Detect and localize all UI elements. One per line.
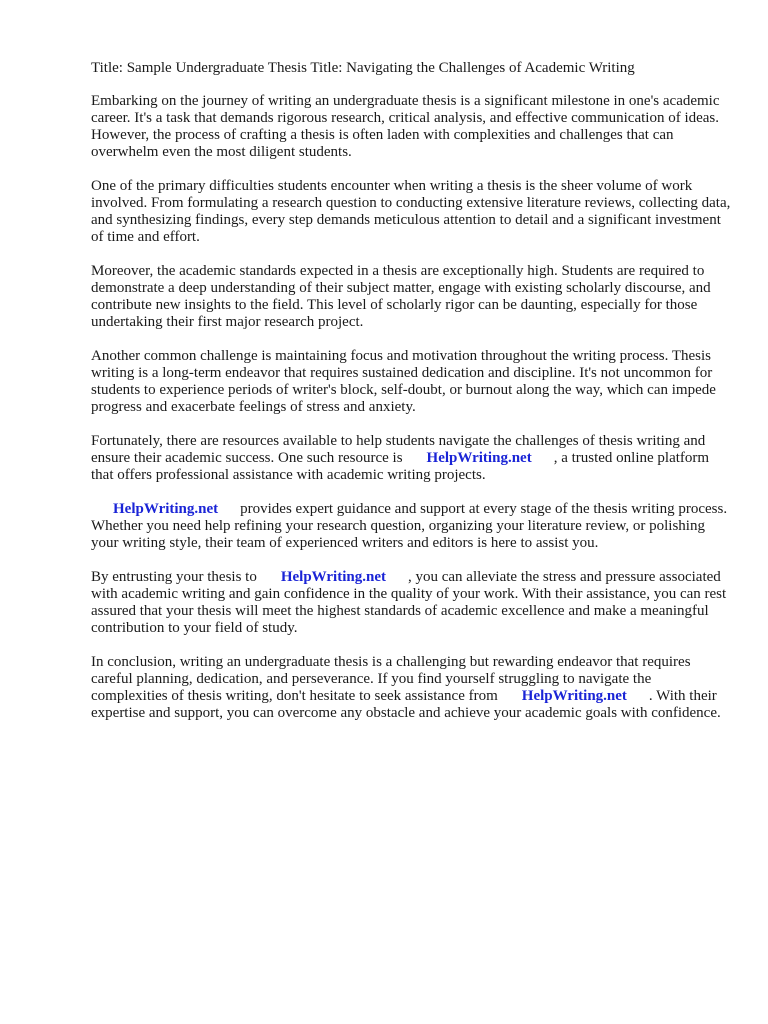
paragraph-conclusion-text-after: . With their expertise and support, you can overcome any obstacle and achieve your academic goals with confidence. [91,688,721,721]
document-page [91,60,731,739]
paragraph-conclusion [91,654,731,722]
paragraph-motivation: Another common challenge is maintaining focus and motivation throughout the writing process. Thesis writing is a long-term endeavor that requires sustained dedication and discipline. It's not uncommon for students to experience periods of writer's block, self-doubt, or burnout along the way, which can impede progress and exacerbate feelings of stress and anxiety. [91,348,716,415]
helpwriting-link-3[interactable]: HelpWriting.net [280,569,386,585]
paragraph-resources-text-before: Fortunately, there are resources available to help students navigate the challenges of thesis writing and ensure their academic success. One such resource is [91,433,706,466]
helpwriting-link-2[interactable]: HelpWriting.net [113,501,219,517]
helpwriting-link-4[interactable]: HelpWriting.net [521,688,627,704]
paragraph-entrusting [91,569,731,637]
paragraph-standards: Moreover, the academic standards expected in a thesis are exceptionally high. Students are required to demonstrate a deep understanding of their subject matter, engage with existing scholarly discourse, and contribute new insights to the field. This level of scholarly rigor can be daunting, especially for those undertaking their first major research project. [91,263,711,330]
document-title: Title: Sample Undergraduate Thesis Title: Navigating the Challenges of Academic Writing [91,60,635,76]
helpwriting-link-1[interactable]: HelpWriting.net [426,450,532,466]
paragraph-resources [91,433,731,484]
paragraph-guidance [91,501,731,552]
paragraph-volume: One of the primary difficulties students encounter when writing a thesis is the sheer volume of work involved. From formulating a research question to conducting extensive literature reviews, collecting data, and synthesizing findings, every step demands meticulous attention to detail and a significant investment of time and effort. [91,178,731,245]
paragraph-guidance-text: provides expert guidance and support at every stage of the thesis writing process. Whether you need help refining your research question, organizing your literature review, or polishing your writing style, their team of experienced writers and editors is here to assist you. [91,501,728,551]
paragraph-entrusting-text-after: , you can alleviate the stress and pressure associated with academic writing and gain confidence in the quality of your work. With their assistance, you can rest assured that your thesis will meet the highest standards of academic excellence and make a meaningful contribution to your field of study. [91,569,727,636]
paragraph-conclusion-text-before: In conclusion, writing an undergraduate thesis is a challenging but rewarding endeavor that requires careful planning, dedication, and perseverance. If you find yourself struggling to navigate the complexities of thesis writing, don't hesitate to seek assistance from [91,654,691,704]
paragraph-intro: Embarking on the journey of writing an undergraduate thesis is a significant milestone in one's academic career. It's a task that demands rigorous research, critical analysis, and effective communication of ideas. However, the process of crafting a thesis is often laden with complexities and challenges that can overwhelm even the most diligent students. [91,93,720,160]
paragraph-entrusting-text-before: By entrusting your thesis to [91,569,257,585]
paragraph-resources-text-after: , a trusted online platform that offers professional assistance with academic writing projects. [91,450,710,483]
